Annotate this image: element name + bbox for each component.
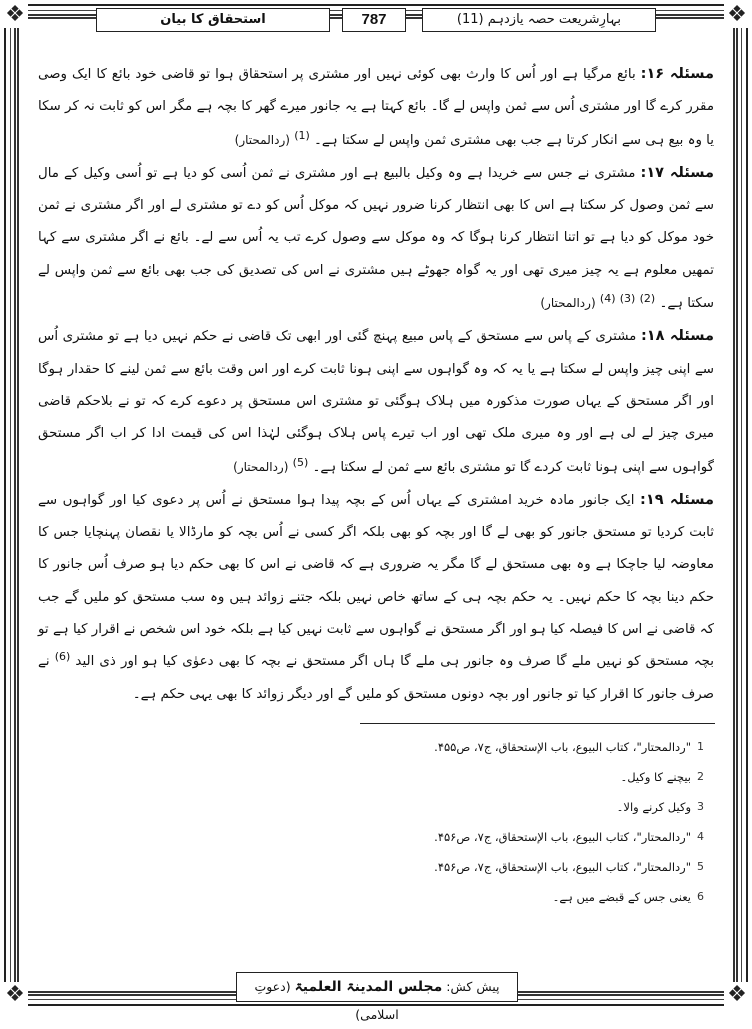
footnote-ref: (3) xyxy=(619,292,636,306)
source-citation: (ردالمحتار) xyxy=(234,132,290,147)
footnote-divider xyxy=(360,723,715,724)
page-header xyxy=(96,4,656,34)
footnote-number: 5 xyxy=(697,860,704,873)
footnote-item xyxy=(300,822,704,852)
paragraph-masala-18 xyxy=(38,320,714,483)
source-citation: (ردالمحتار) xyxy=(233,459,289,474)
book-title: بہارِشریعت حصہ یازدہم (11) xyxy=(422,8,656,32)
footnote-text: وکیل کرنے والا۔ xyxy=(616,800,691,814)
publisher-name: مجلس المدینۃ العلمیۃ xyxy=(294,979,443,995)
masala-label: مسئلہ ۱۷: xyxy=(640,164,714,181)
footnote-text: بیچنے کا وکیل۔ xyxy=(620,770,691,784)
footnote-number: 6 xyxy=(697,890,704,903)
paragraph-text-continued: نے صرف جانور کا اقرار کیا تو جانور اور بچہ دونوں مستحق کو ملیں گے اور دیگر زوائد کا بھی یہی حکم ہے۔ xyxy=(38,654,714,702)
footnote-item xyxy=(300,732,704,762)
footnote-number: 2 xyxy=(697,770,704,783)
footnote-text: یعنی جس کے قبضے میں ہے۔ xyxy=(552,890,691,904)
footnote-item xyxy=(300,852,704,882)
footnote-item xyxy=(300,762,704,792)
corner-ornament-icon: ❖ xyxy=(2,2,28,28)
footnotes xyxy=(300,732,704,912)
paragraph-masala-19 xyxy=(38,484,714,711)
chapter-title: استحقاق کا بیان xyxy=(96,8,330,32)
corner-ornament-icon: ❖ xyxy=(2,982,28,1008)
paragraph-text: بائع مرگیا ہے اور اُس کا وارث بھی کوئی نہیں اور مشتری پر استحقاق ہوا تو قاضی خود بائع کا ایک وصی مقرر کرے گا اور مشتری اُس سے ثمن واپس لے گا۔ بائع کہتا ہے یہ جانور میرے گھر کا بچہ ہے مگر اس کو ثابت نہ کر سکا یا وہ بیع ہی سے انکار کرتا ہے جب بھی مشتری ثمن واپس لے سکتا ہے۔ xyxy=(38,67,714,148)
corner-ornament-icon: ❖ xyxy=(724,2,750,28)
masala-label: مسئلہ ۱۹: xyxy=(640,491,714,508)
footer-prefix: پیش کش: xyxy=(446,979,500,994)
footnote-item xyxy=(300,882,704,912)
corner-ornament-icon: ❖ xyxy=(724,982,750,1008)
footnote-text: "ردالمحتار"، کتاب البیوع، باب الإستحقاق، ج۷، ص۴۵۵. xyxy=(434,740,691,754)
page-number: 787 xyxy=(342,8,406,32)
footnote-ref: (1) xyxy=(294,128,310,142)
footnote-ref: (5) xyxy=(292,455,309,469)
paragraph-text: ایک جانور مادہ خرید امشتری کے یہاں اُس کے بچہ پیدا ہوا مستحق نے اُس پر دعوی کیا اور گواہوں سے ثابت کردیا تو مستحق جانور کو بھی لے گا اور بچہ کو بھی بلکہ اگر کسی نے اُس بچہ کو مارڈالا یا نقصان پہنچایا جس کا معاوضہ لیا جاچکا ہے وہ بھی مستحق لے گا مگر یہ ضروری ہے کہ قاضی نے اس کا بھی حکم دیا ہو صرف اُس جانور کا حکم دینا بچہ کا حکم نہیں۔ یہ حکم بچہ ہی کے ساتھ خاص نہیں بلکہ جتنے زوائد ہیں وہ سب مستحق کو ملیں گے جب کہ قاضی نے اس کا فیصلہ کیا ہو اور اگر مستحق نے گواہوں سے ثابت نہیں کیا ہے بلکہ خود اس شخص نے اقرار کیا ہے تو بچہ مستحق کو نہیں ملے گا صرف وہ جانور ہی ملے گا ہاں اگر مستحق نے بچہ کا بھی دعوٰی کیا ہو اور ذی الید xyxy=(38,492,714,670)
publisher-org: (دعوتِ اسلامی) xyxy=(254,979,399,1022)
footnote-ref: (4) xyxy=(599,292,616,306)
masala-label: مسئلہ ۱۶: xyxy=(640,66,714,82)
footnote-text: "ردالمحتار"، کتاب البیوع، باب الإستحقاق، ج۷، ص۴۵۶. xyxy=(434,860,691,874)
paragraph-masala-16 xyxy=(38,58,714,157)
footnote-item xyxy=(300,792,704,822)
paragraph-text: مشتری نے جس سے خریدا ہے وہ وکیل بالبیع ہے اور مشتری نے ثمن اُسی کو دیا ہے تو اُسی وکیل کے مال سے ثمن وصول کر سکتا ہے اس کا بھی انتظار کرنا ضرور نہیں کہ موکل اُس کو دے تو مشتری لے اور اگر مشتری نے ثمن خود موکل کو دیا ہے تو اتنا انتظار کرنا ہوگا کہ وہ موکل سے وصول کرے تب یہ اُس سے لے۔ بائع نے اگر مشتری سے کہا تمھیں معلوم ہے یہ چیز میری تھی اور یہ گواہ جھوٹے ہیں مشتری نے اس کی تصدیق کی جب بھی بائع سے ثمن واپس لے سکتا ہے۔ xyxy=(38,165,714,312)
footnote-number: 1 xyxy=(697,740,704,753)
source-citation: (ردالمحتار) xyxy=(540,296,596,311)
masala-label: مسئلہ ۱۸: xyxy=(640,328,714,345)
paragraph-text: مشتری کے پاس سے مستحق کے پاس مبیع پہنچ گئی اور ابھی تک قاضی نے حکم نہیں دیا ہے تو مشتری اُس سے اپنی چیز واپس لے سکتا ہے یا یہ کہ وہ گواہوں سے اپنی ہونا ثابت کرے اور اس وقت بائع سے ثمن لینے کا حقدار ہوگا اور اگر مستحق کے یہاں صورت مذکورہ میں ہلاک ہوگئی تو مشتری اس مستحق پر دعوے کرے کہ تو نے بلاحکم قاضی میری چیز لے لی ہے اور وہ میری ملک تھی اور اب تیرے پاس ہلاک ہوگئی لہٰذا اس کی قیمت ادا کر اب اگر مستحق گواہوں سے اپنی ہونا ثابت کردے گا تو مشتری بائع سے ثمن لے سکتا ہے۔ xyxy=(38,329,714,475)
footnote-number: 4 xyxy=(697,830,704,843)
footnote-ref: (2) xyxy=(639,292,656,306)
footnote-ref: (6) xyxy=(54,650,71,664)
footnote-text: "ردالمحتار"، کتاب البیوع، باب الإستحقاق، ج۷، ص۴۵۶. xyxy=(434,830,691,844)
paragraph-masala-17 xyxy=(38,157,714,320)
publisher-footer xyxy=(236,972,518,1022)
main-text xyxy=(38,58,714,711)
footnote-number: 3 xyxy=(697,800,704,813)
